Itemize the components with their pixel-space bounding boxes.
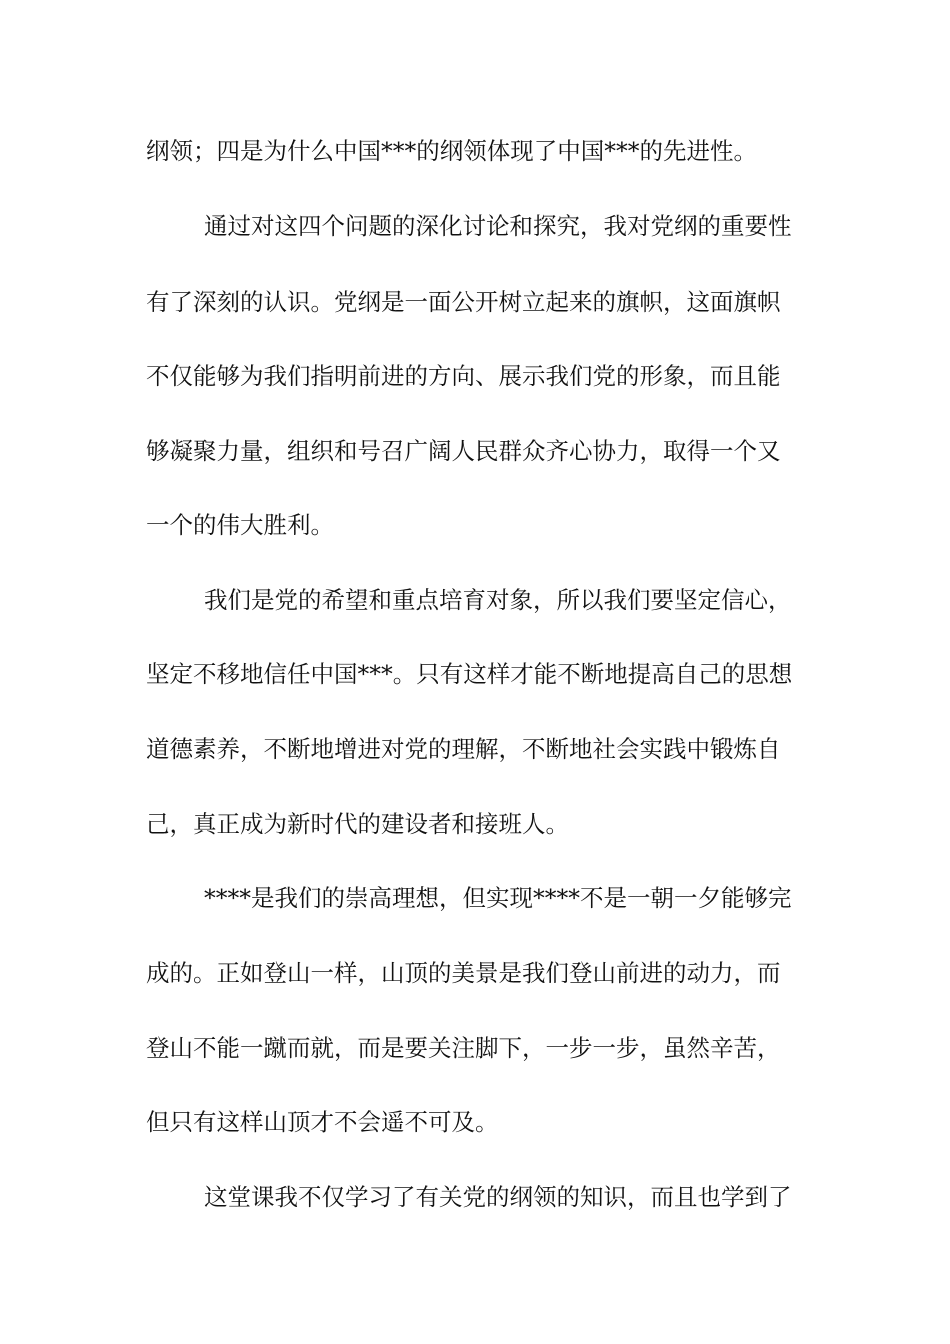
text-line: 登山不能一蹴而就，而是要关注脚下，一步一步，虽然辛苦，	[146, 1034, 781, 1062]
text-line: 纲领；四是为什么中国***的纲领体现了中国***的先进性。	[146, 137, 757, 165]
text-line: 但只有这样山顶才不会遥不可及。	[146, 1108, 499, 1136]
paragraph-first-line: ****是我们的崇高理想，但实现****不是一朝一夕能够完	[204, 884, 792, 912]
text-line: 够凝聚力量，组织和号召广阔人民群众齐心协力，取得一个又	[146, 437, 781, 465]
text-line: 不仅能够为我们指明前进的方向、展示我们党的形象，而且能	[146, 362, 781, 390]
paragraph-first-line: 这堂课我不仅学习了有关党的纲领的知识，而且也学到了	[204, 1183, 792, 1211]
text-line: 有了深刻的认识。党纲是一面公开树立起来的旗帜，这面旗帜	[146, 288, 781, 316]
text-line: 一个的伟大胜利。	[146, 511, 334, 539]
text-line: 道德素养，不断地增进对党的理解，不断地社会实践中锻炼自	[146, 735, 781, 763]
text-line: 坚定不移地信任中国***。只有这样才能不断地提高自己的思想	[146, 660, 793, 688]
paragraph-first-line: 通过对这四个问题的深化讨论和探究，我对党纲的重要性	[204, 212, 792, 240]
text-line: 成的。正如登山一样，山顶的美景是我们登山前进的动力，而	[146, 959, 781, 987]
text-line: 己，真正成为新时代的建设者和接班人。	[146, 810, 569, 838]
paragraph-first-line: 我们是党的希望和重点培育对象，所以我们要坚定信心，	[204, 586, 792, 614]
